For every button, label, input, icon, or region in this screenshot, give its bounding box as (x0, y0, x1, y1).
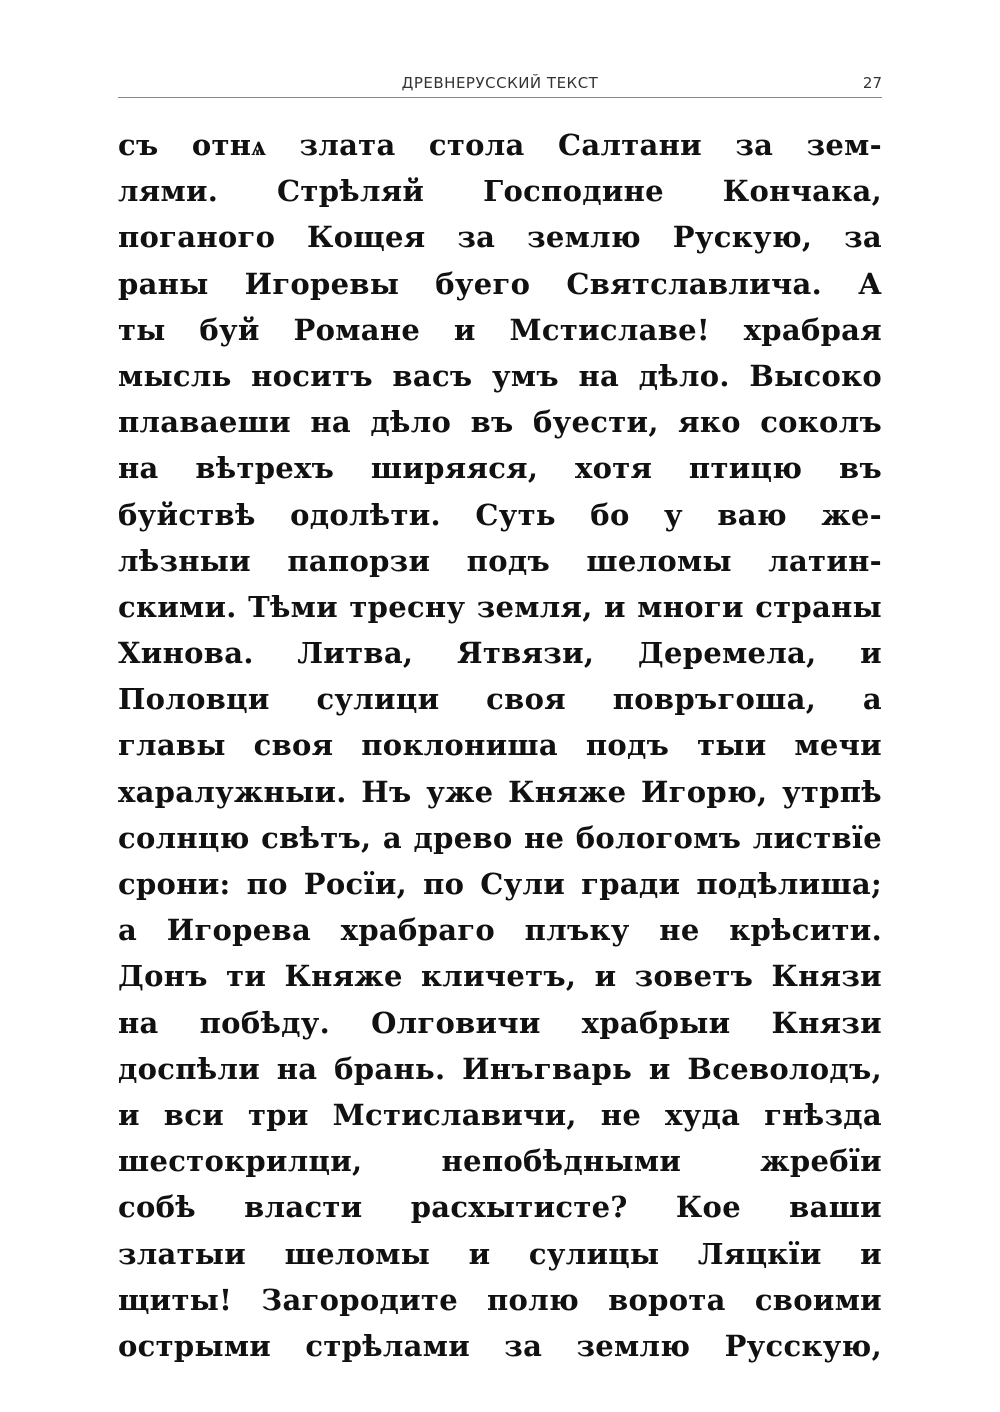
text-line: мысль носитъ васъ умъ на дѣло. Высоко (118, 358, 882, 393)
text-line: съ отнѧ злата стола Салтани за зем- (118, 128, 882, 162)
text-line: скими. Тѣми тресну земля, и многи страны (118, 589, 882, 624)
text-line: острыми стрѣлами за землю Русскую, (118, 1328, 882, 1363)
text-line: раны Игоревы буего Святславлича. А (118, 266, 882, 301)
body-text (118, 122, 882, 1369)
text-line: доспѣли на брань. Инъгварь и Всеволодъ, (118, 1051, 882, 1086)
text-line: златыи шеломы и сулицы Ляцкїи и (118, 1236, 882, 1271)
text-line: лями. Стрѣляй Господине Кончака, (118, 174, 882, 209)
text-line: на побѣду. Олговичи храбрыи Князи (118, 1005, 882, 1040)
text-line: и вси три Мстиславичи, не худа гнѣзда (118, 1097, 882, 1132)
text-line: срони: по Росїи, по Сули гради подѣлиша; (118, 867, 882, 901)
text-line: шестокрилци, непобѣдными жребїи (118, 1144, 882, 1179)
text-line: Половци сулици своя повръгоша, а (118, 682, 882, 717)
text-line: на вѣтрехъ ширяяся, хотя птицю въ (118, 451, 882, 486)
text-line: собѣ власти расхытисте? Кое ваши (118, 1190, 882, 1225)
text-line: главы своя поклониша подъ тыи мечи (118, 728, 882, 763)
text-line: буйствѣ одолѣти. Суть бо у ваю же- (118, 497, 882, 532)
page-number: 27 (862, 74, 882, 92)
text-line: щиты! Загородите полю ворота своими (118, 1282, 882, 1317)
text-line: а Игорева храбраго плъку не крѣсити. (118, 913, 882, 948)
text-line: Донъ ти Княже кличетъ, и зоветъ Князи (118, 959, 882, 994)
text-line: лѣзныи папорзи подъ шеломы латин- (118, 543, 882, 578)
header-rule (118, 97, 882, 98)
running-head: ДРЕВНЕРУССКИЙ ТЕКСТ (401, 74, 599, 92)
text-line: поганого Кощея за землю Рускую, за (118, 220, 882, 255)
text-line: ты буй Романе и Мстиславе! храбрая (118, 312, 882, 347)
text-line: харалужныи. Нъ уже Княже Игорю, утрпѣ (118, 774, 882, 809)
text-line: плаваеши на дѣло въ буести, яко соколъ (118, 405, 882, 440)
page-header (118, 70, 882, 98)
text-line: солнцю свѣтъ, а древо не бологомъ листвїе (118, 820, 882, 855)
text-line: Хинова. Литва, Ятвязи, Деремела, и (118, 636, 882, 671)
